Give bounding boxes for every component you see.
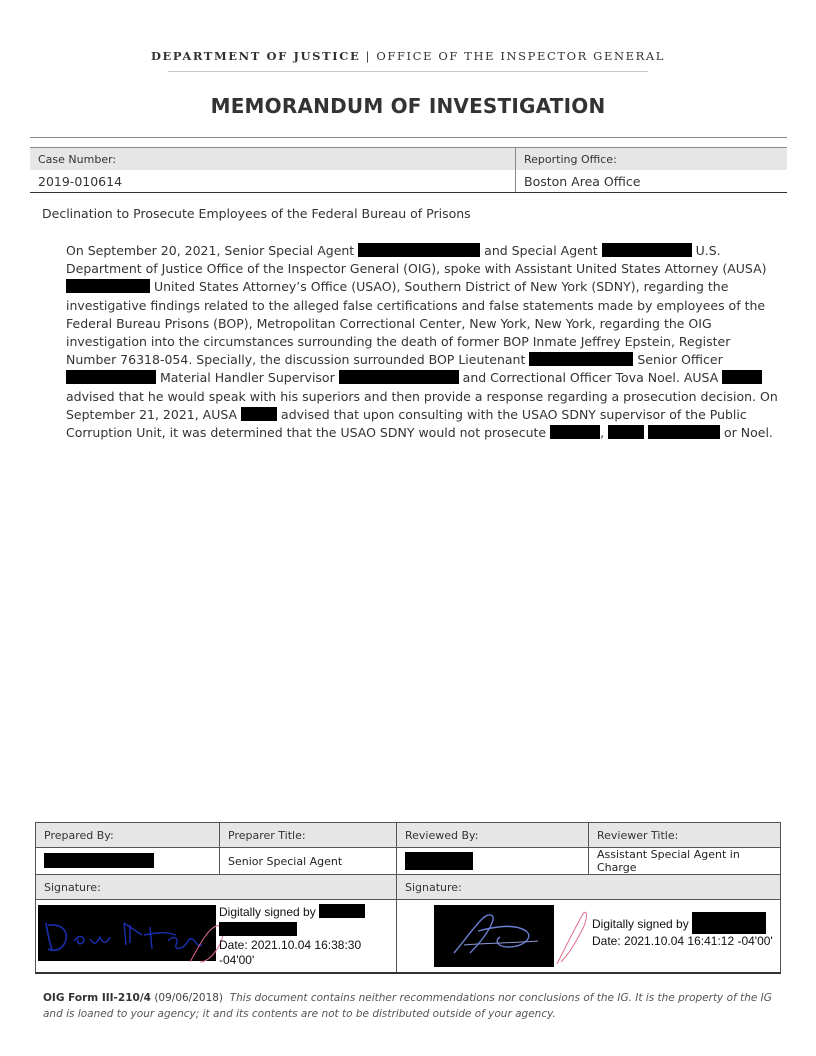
agency-name: DEPARTMENT OF JUSTICE	[150, 49, 361, 63]
office-name: OFFICE OF THE INSPECTOR GENERAL	[376, 49, 666, 63]
redaction-block	[66, 370, 156, 384]
document-title: MEMORANDUM OF INVESTIGATION	[210, 94, 606, 118]
redaction-block	[358, 243, 480, 257]
memo-body	[66, 242, 778, 442]
redaction-block	[648, 425, 720, 439]
header-divider	[168, 71, 648, 72]
redaction-block	[241, 407, 277, 421]
memo-subject: Declination to Prosecute Employees of the Federal Bureau of Prisons	[42, 206, 471, 221]
body-text: Material Handler Supervisor	[156, 370, 339, 386]
redaction-block	[602, 243, 692, 257]
preparer-digital-signature	[219, 904, 365, 968]
case-number-label: Case Number:	[30, 148, 516, 171]
redaction-block	[339, 370, 459, 384]
body-text: ,	[600, 425, 609, 441]
body-text: advised that he would speak with his superiors and then provide a response regarding a prosecution decision. On September 21, 2021, AUSA	[66, 388, 778, 422]
body-text: and Correctional Officer Tova Noel. AUSA	[458, 370, 723, 386]
form-number: OIG Form III-210/4	[43, 992, 151, 1004]
prepared-by-label: Prepared By:	[36, 823, 220, 848]
reviewer-signature-label: Signature:	[397, 875, 781, 900]
preparer-title-label: Preparer Title:	[220, 823, 397, 848]
redaction-block	[66, 279, 150, 293]
digitally-signed-text: Digitally signed by	[592, 917, 693, 931]
reviewer-title-value: Assistant Special Agent in Charge	[589, 848, 781, 875]
redaction-block	[692, 912, 766, 934]
reviewer-name-cell	[397, 848, 589, 875]
digitally-signed-text: Digitally signed by	[219, 905, 320, 919]
reporting-office-value: Boston Area Office	[516, 170, 788, 193]
body-text: United States Attorney’s Office (USAO), Southern District of New York (SDNY), regarding the investigative findings related to the alleged false certifications and false statements made by employees of the Federal Bureau Prisons (BOP), Metropolitan Correctional Center, New York, New York, regarding the OIG investigation into the circumstances surrounding the death of former BOP Inmate Jeffrey Epstein, Register Number 76318-054. Specially, the discussion surrounded BOP Lieutenant	[66, 279, 766, 368]
signature-flourish-icon	[551, 908, 591, 968]
redaction-block	[44, 853, 154, 868]
signed-date-text: Date: 2021.10.04 16:38:30	[219, 938, 362, 952]
redaction-block	[722, 370, 762, 384]
reviewer-digital-signature	[592, 912, 773, 949]
body-text: U.S. Department of Justice Office of the Inspector General (OIG), spoke with Assistant United States Attorney (AUSA)	[66, 243, 767, 277]
redaction-block	[608, 425, 644, 439]
reviewer-signature-image	[434, 905, 554, 967]
preparer-signature-cell	[36, 900, 397, 974]
case-info-table	[30, 147, 787, 193]
case-number-value: 2019-010614	[30, 170, 516, 193]
reviewer-title-label: Reviewer Title:	[589, 823, 781, 848]
preparer-signature-label: Signature:	[36, 875, 397, 900]
redaction-block	[529, 352, 633, 366]
redaction-block	[319, 904, 365, 918]
form-footer	[43, 990, 778, 1022]
body-text: or Noel.	[720, 425, 773, 441]
preparer-title-value: Senior Special Agent	[220, 848, 397, 875]
signed-timezone-text: -04'00'	[219, 953, 255, 967]
agency-separator: |	[360, 49, 377, 63]
body-text: advised that upon consulting with the USAO SDNY supervisor of the Public Corruption Unit, it was determined that the USAO SDNY would not prosecute	[66, 406, 747, 441]
agency-header	[0, 49, 816, 63]
redaction-block	[219, 922, 297, 936]
title-divider	[30, 137, 787, 138]
body-text: and Special Agent	[480, 243, 602, 258]
reporting-office-label: Reporting Office:	[516, 148, 788, 171]
redaction-block	[405, 852, 473, 870]
reviewed-by-label: Reviewed By:	[397, 823, 589, 848]
signed-date-text: Date: 2021.10.04 16:41:12 -04'00'	[592, 934, 773, 948]
preparer-name-cell	[36, 848, 220, 875]
redaction-block	[550, 425, 600, 439]
body-text: On September 20, 2021, Senior Special Agent	[66, 243, 359, 258]
reviewer-signature-cell	[397, 900, 781, 974]
signature-table	[35, 822, 781, 974]
body-text: Senior Officer	[633, 352, 723, 368]
form-date: (09/06/2018)	[150, 992, 224, 1004]
footer-disclaimer: This document contains neither recommendations nor conclusions of the IG. It is the property of the IG and is loaned to your agency; it and its contents are not to be distributed outside of your agency.	[43, 992, 772, 1020]
